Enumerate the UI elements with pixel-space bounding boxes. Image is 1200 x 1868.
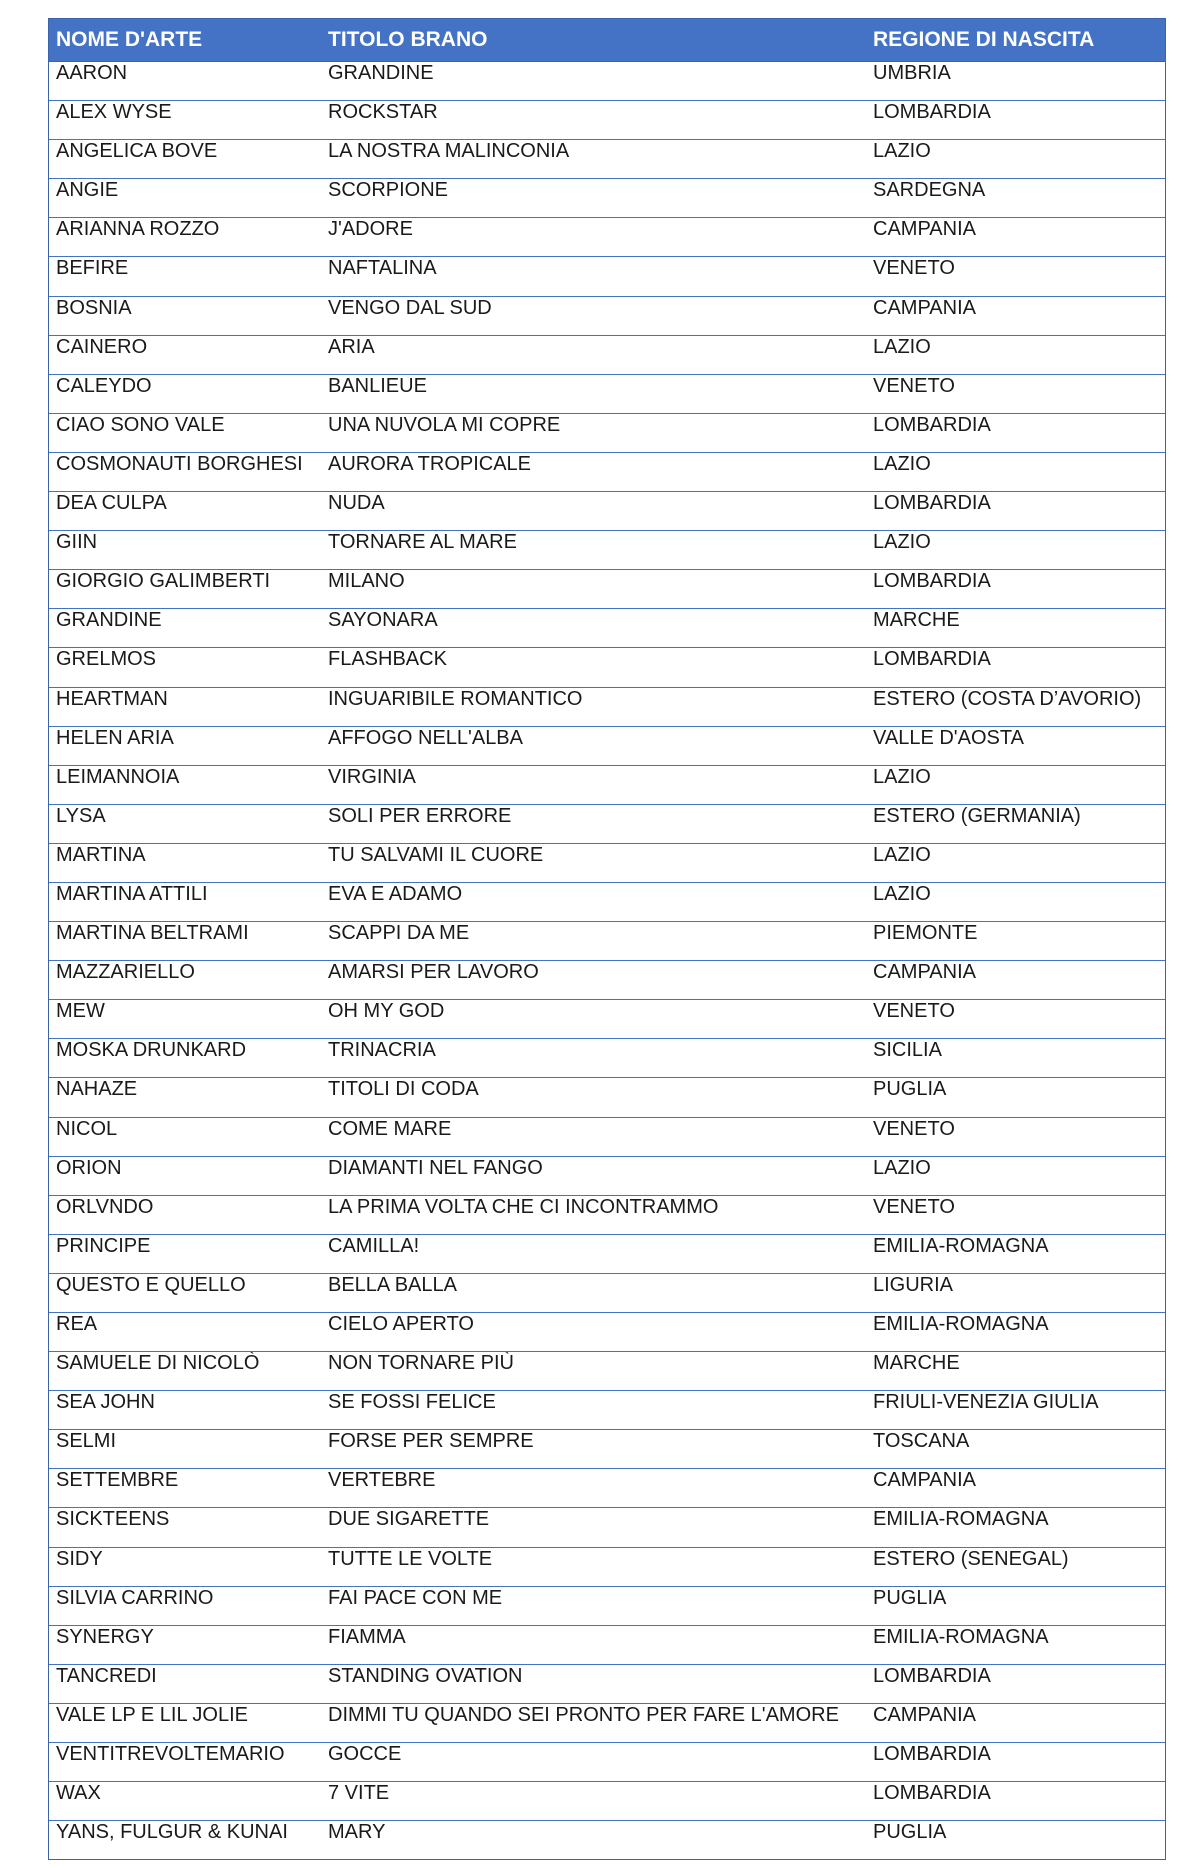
table-row <box>49 1391 1165 1430</box>
cell-nome-arte: SIDY <box>49 1547 321 1586</box>
cell-titolo-brano: FORSE PER SEMPRE <box>321 1430 866 1469</box>
cell-regione-nascita: PIEMONTE <box>866 922 1165 961</box>
table-row <box>49 335 1165 374</box>
cell-regione-nascita: LAZIO <box>866 765 1165 804</box>
cell-regione-nascita: VENETO <box>866 1195 1165 1234</box>
cell-nome-arte: MARTINA <box>49 843 321 882</box>
cell-titolo-brano: AFFOGO NELL'ALBA <box>321 726 866 765</box>
table-row <box>49 140 1165 179</box>
table-row <box>49 1234 1165 1273</box>
cell-titolo-brano: VIRGINIA <box>321 765 866 804</box>
cell-nome-arte: REA <box>49 1313 321 1352</box>
cell-nome-arte: YANS, FULGUR & KUNAI <box>56 1821 288 1844</box>
cell-titolo-brano: SCAPPI DA ME <box>321 922 866 961</box>
cell-nome-arte: ORION <box>49 1156 321 1195</box>
table-header <box>49 19 1165 62</box>
cell-titolo-brano: GOCCE <box>321 1743 866 1782</box>
header-row <box>49 19 1165 62</box>
cell-nome-arte: SILVIA CARRINO <box>49 1586 321 1625</box>
cell-regione-nascita: CAMPANIA <box>866 218 1165 257</box>
table-row <box>49 765 1165 804</box>
cell-regione-nascita: CAMPANIA <box>866 1703 1165 1742</box>
cell-nome-arte: GRANDINE <box>49 609 321 648</box>
cell-regione-nascita: PUGLIA <box>866 1586 1165 1625</box>
cell-regione-nascita: EMILIA-ROMAGNA <box>866 1313 1165 1352</box>
cell-nome-arte: TANCREDI <box>49 1664 321 1703</box>
table-row <box>49 257 1165 296</box>
cell-nome-arte: SICKTEENS <box>49 1508 321 1547</box>
cell-nome-arte: GIORGIO GALIMBERTI <box>49 570 321 609</box>
cell-titolo-brano: VENGO DAL SUD <box>321 296 866 335</box>
cell-regione-nascita: LAZIO <box>866 531 1165 570</box>
cell-regione-nascita: ESTERO (SENEGAL) <box>866 1547 1165 1586</box>
header-regione-nascita: REGIONE DI NASCITA <box>866 19 1165 62</box>
cell-titolo-brano: SOLI PER ERRORE <box>321 804 866 843</box>
cell-nome-arte: QUESTO E QUELLO <box>49 1273 321 1312</box>
table-row <box>49 296 1165 335</box>
cell-regione-nascita: LOMBARDIA <box>866 492 1165 531</box>
table-row <box>49 1117 1165 1156</box>
cell-titolo-brano: TU SALVAMI IL CUORE <box>321 843 866 882</box>
cell-titolo-brano: J'ADORE <box>321 218 866 257</box>
cell-nome-arte: LEIMANNOIA <box>49 765 321 804</box>
cell-regione-nascita: CAMPANIA <box>866 1469 1165 1508</box>
cell-nome-arte: CALEYDO <box>49 374 321 413</box>
table-row <box>49 843 1165 882</box>
table-row <box>49 609 1165 648</box>
cell-nome-arte: HEARTMAN <box>49 687 321 726</box>
table-row <box>49 218 1165 257</box>
cell-regione-nascita: LOMBARDIA <box>866 648 1165 687</box>
table-row <box>49 1586 1165 1625</box>
cell-regione-nascita: LOMBARDIA <box>866 570 1165 609</box>
table-row <box>49 1703 1165 1742</box>
cell-titolo-brano: MILANO <box>321 570 866 609</box>
header-nome-arte: NOME D'ARTE <box>49 19 321 62</box>
cell-regione-nascita: VENETO <box>866 257 1165 296</box>
table-row <box>49 1352 1165 1391</box>
cell-regione-nascita: PUGLIA <box>873 1821 947 1844</box>
cell-titolo-brano: AMARSI PER LAVORO <box>321 961 866 1000</box>
table-row <box>49 531 1165 570</box>
cell-regione-nascita: UMBRIA <box>866 62 1165 101</box>
cell-regione-nascita: FRIULI-VENEZIA GIULIA <box>866 1391 1165 1430</box>
cell-titolo-brano: ARIA <box>321 335 866 374</box>
table-row <box>49 1743 1165 1782</box>
cell-titolo-brano: BELLA BALLA <box>321 1273 866 1312</box>
cell-regione-nascita: VENETO <box>866 1000 1165 1039</box>
table-row <box>49 1156 1165 1195</box>
table-row <box>49 101 1165 140</box>
cell-regione-nascita: SICILIA <box>866 1039 1165 1078</box>
cell-nome-arte: SELMI <box>49 1430 321 1469</box>
cell-titolo-brano: SE FOSSI FELICE <box>321 1391 866 1430</box>
cell-regione-nascita: MARCHE <box>866 609 1165 648</box>
table-row <box>49 1000 1165 1039</box>
cell-nome-arte: NICOL <box>49 1117 321 1156</box>
cell-regione-nascita: SARDEGNA <box>866 179 1165 218</box>
cell-nome-arte: MOSKA DRUNKARD <box>49 1039 321 1078</box>
cell-regione-nascita: CAMPANIA <box>866 296 1165 335</box>
table-row <box>49 1039 1165 1078</box>
cell-titolo-brano: TITOLI DI CODA <box>321 1078 866 1117</box>
cell-titolo-brano: DIAMANTI NEL FANGO <box>321 1156 866 1195</box>
cell-nome-arte: WAX <box>49 1782 321 1821</box>
cell-regione-nascita: LAZIO <box>866 452 1165 491</box>
cell-titolo-brano: EVA E ADAMO <box>321 882 866 921</box>
cell-nome-arte: ORLVNDO <box>49 1195 321 1234</box>
table-row <box>49 179 1165 218</box>
table-row <box>49 413 1165 452</box>
cell-titolo-brano: VERTEBRE <box>321 1469 866 1508</box>
cell-nome-arte: LYSA <box>49 804 321 843</box>
cell-nome-arte: DEA CULPA <box>49 492 321 531</box>
table-row <box>49 1625 1165 1664</box>
cell-nome-arte: NAHAZE <box>49 1078 321 1117</box>
cell-regione-nascita: TOSCANA <box>866 1430 1165 1469</box>
cell-regione-nascita: EMILIA-ROMAGNA <box>866 1625 1165 1664</box>
cell-regione-nascita: LAZIO <box>866 882 1165 921</box>
cell-regione-nascita: EMILIA-ROMAGNA <box>866 1508 1165 1547</box>
cell-titolo-brano: NAFTALINA <box>321 257 866 296</box>
table-row <box>49 804 1165 843</box>
cell-titolo-brano: CAMILLA! <box>321 1234 866 1273</box>
cell-nome-arte: ARIANNA ROZZO <box>49 218 321 257</box>
cell-regione-nascita: VENETO <box>866 1117 1165 1156</box>
table-row <box>49 882 1165 921</box>
cell-nome-arte: MEW <box>49 1000 321 1039</box>
table-row <box>49 570 1165 609</box>
cell-nome-arte: MAZZARIELLO <box>49 961 321 1000</box>
cell-titolo-brano: OH MY GOD <box>321 1000 866 1039</box>
cell-titolo-brano: NUDA <box>321 492 866 531</box>
cell-regione-nascita: LOMBARDIA <box>866 101 1165 140</box>
cell-titolo-brano: UNA NUVOLA MI COPRE <box>321 413 866 452</box>
cell-regione-nascita: MARCHE <box>866 1352 1165 1391</box>
cell-titolo-brano: INGUARIBILE ROMANTICO <box>321 687 866 726</box>
cell-nome-arte: PRINCIPE <box>49 1234 321 1273</box>
cell-titolo-brano: MARY <box>328 1821 386 1844</box>
cell-nome-arte: CAINERO <box>49 335 321 374</box>
cell-nome-arte: VENTITREVOLTEMARIO <box>49 1743 321 1782</box>
table-row <box>49 452 1165 491</box>
cell-titolo-brano: FLASHBACK <box>321 648 866 687</box>
cell-regione-nascita: LOMBARDIA <box>866 1664 1165 1703</box>
table-row <box>49 1273 1165 1312</box>
table-row <box>49 492 1165 531</box>
cell-regione-nascita: LAZIO <box>866 335 1165 374</box>
cell-titolo-brano: ROCKSTAR <box>321 101 866 140</box>
cell-regione-nascita: LAZIO <box>866 1156 1165 1195</box>
cell-titolo-brano: BANLIEUE <box>321 374 866 413</box>
cell-titolo-brano: STANDING OVATION <box>321 1664 866 1703</box>
cell-nome-arte: SAMUELE DI NICOLÒ <box>49 1352 321 1391</box>
cell-nome-arte: BOSNIA <box>49 296 321 335</box>
cell-regione-nascita: LIGURIA <box>866 1273 1165 1312</box>
table-row <box>49 1508 1165 1547</box>
cell-titolo-brano: DIMMI TU QUANDO SEI PRONTO PER FARE L'AMORE <box>321 1703 866 1742</box>
header-titolo-brano: TITOLO BRANO <box>321 19 866 62</box>
cell-titolo-brano: GRANDINE <box>321 62 866 101</box>
table-row <box>49 1430 1165 1469</box>
table-row <box>49 1313 1165 1352</box>
artist-table <box>49 19 1165 1859</box>
artist-table-container <box>48 18 1166 1860</box>
cell-nome-arte: VALE LP E LIL JOLIE <box>49 1703 321 1742</box>
cell-titolo-brano: AURORA TROPICALE <box>321 452 866 491</box>
cell-nome-arte: ALEX WYSE <box>49 101 321 140</box>
cell-titolo-brano: LA PRIMA VOLTA CHE CI INCONTRAMMO <box>321 1195 866 1234</box>
cell-regione-nascita: PUGLIA <box>866 1078 1165 1117</box>
table-row <box>49 1469 1165 1508</box>
cell-nome-arte: MARTINA BELTRAMI <box>49 922 321 961</box>
cell-regione-nascita: LOMBARDIA <box>866 1743 1165 1782</box>
cell-titolo-brano: SCORPIONE <box>321 179 866 218</box>
cell-titolo-brano: SAYONARA <box>321 609 866 648</box>
table-row <box>49 1664 1165 1703</box>
cell-nome-arte: CIAO SONO VALE <box>49 413 321 452</box>
cell-titolo-brano: FAI PACE CON ME <box>321 1586 866 1625</box>
cell-regione-nascita: LOMBARDIA <box>866 413 1165 452</box>
cell-nome-arte: SETTEMBRE <box>49 1469 321 1508</box>
table-row <box>49 1821 1165 1860</box>
cell-regione-nascita: EMILIA-ROMAGNA <box>866 1234 1165 1273</box>
cell-regione-nascita: ESTERO (GERMANIA) <box>866 804 1165 843</box>
cell-regione-nascita: ESTERO (COSTA D’AVORIO) <box>866 687 1165 726</box>
table-body <box>49 62 1165 1860</box>
cell-titolo-brano: LA NOSTRA MALINCONIA <box>321 140 866 179</box>
cell-regione-nascita: LAZIO <box>866 843 1165 882</box>
cell-titolo-brano: TRINACRIA <box>321 1039 866 1078</box>
cell-titolo-brano: CIELO APERTO <box>321 1313 866 1352</box>
cell-nome-arte: MARTINA ATTILI <box>49 882 321 921</box>
table-row <box>49 1078 1165 1117</box>
cell-nome-arte: HELEN ARIA <box>49 726 321 765</box>
cell-regione-nascita: LOMBARDIA <box>866 1782 1165 1821</box>
table-row <box>49 1547 1165 1586</box>
cell-titolo-brano: COME MARE <box>321 1117 866 1156</box>
cell-titolo-brano: TORNARE AL MARE <box>321 531 866 570</box>
cell-nome-arte: ANGIE <box>49 179 321 218</box>
table-row <box>49 648 1165 687</box>
table-row <box>49 687 1165 726</box>
table-row <box>49 374 1165 413</box>
table-row <box>49 1195 1165 1234</box>
cell-regione-nascita: VENETO <box>866 374 1165 413</box>
table-row <box>49 62 1165 101</box>
cell-nome-arte: GRELMOS <box>49 648 321 687</box>
table-row <box>49 726 1165 765</box>
cell-nome-arte: AARON <box>49 62 321 101</box>
cell-titolo-brano: NON TORNARE PIÙ <box>321 1352 866 1391</box>
cell-titolo-brano: 7 VITE <box>321 1782 866 1821</box>
cell-regione-nascita: CAMPANIA <box>866 961 1165 1000</box>
cell-titolo-brano: TUTTE LE VOLTE <box>321 1547 866 1586</box>
cell-regione-nascita: LAZIO <box>866 140 1165 179</box>
table-row <box>49 922 1165 961</box>
cell-nome-arte: SEA JOHN <box>49 1391 321 1430</box>
table-row <box>49 1782 1165 1821</box>
cell-titolo-brano: FIAMMA <box>321 1625 866 1664</box>
cell-nome-arte: COSMONAUTI BORGHESI <box>49 452 321 491</box>
cell-nome-arte: GIIN <box>49 531 321 570</box>
cell-nome-arte: ANGELICA BOVE <box>49 140 321 179</box>
cell-nome-arte: BEFIRE <box>49 257 321 296</box>
cell-nome-arte: SYNERGY <box>49 1625 321 1664</box>
cell-regione-nascita: VALLE D'AOSTA <box>866 726 1165 765</box>
cell-titolo-brano: DUE SIGARETTE <box>321 1508 866 1547</box>
table-row <box>49 961 1165 1000</box>
